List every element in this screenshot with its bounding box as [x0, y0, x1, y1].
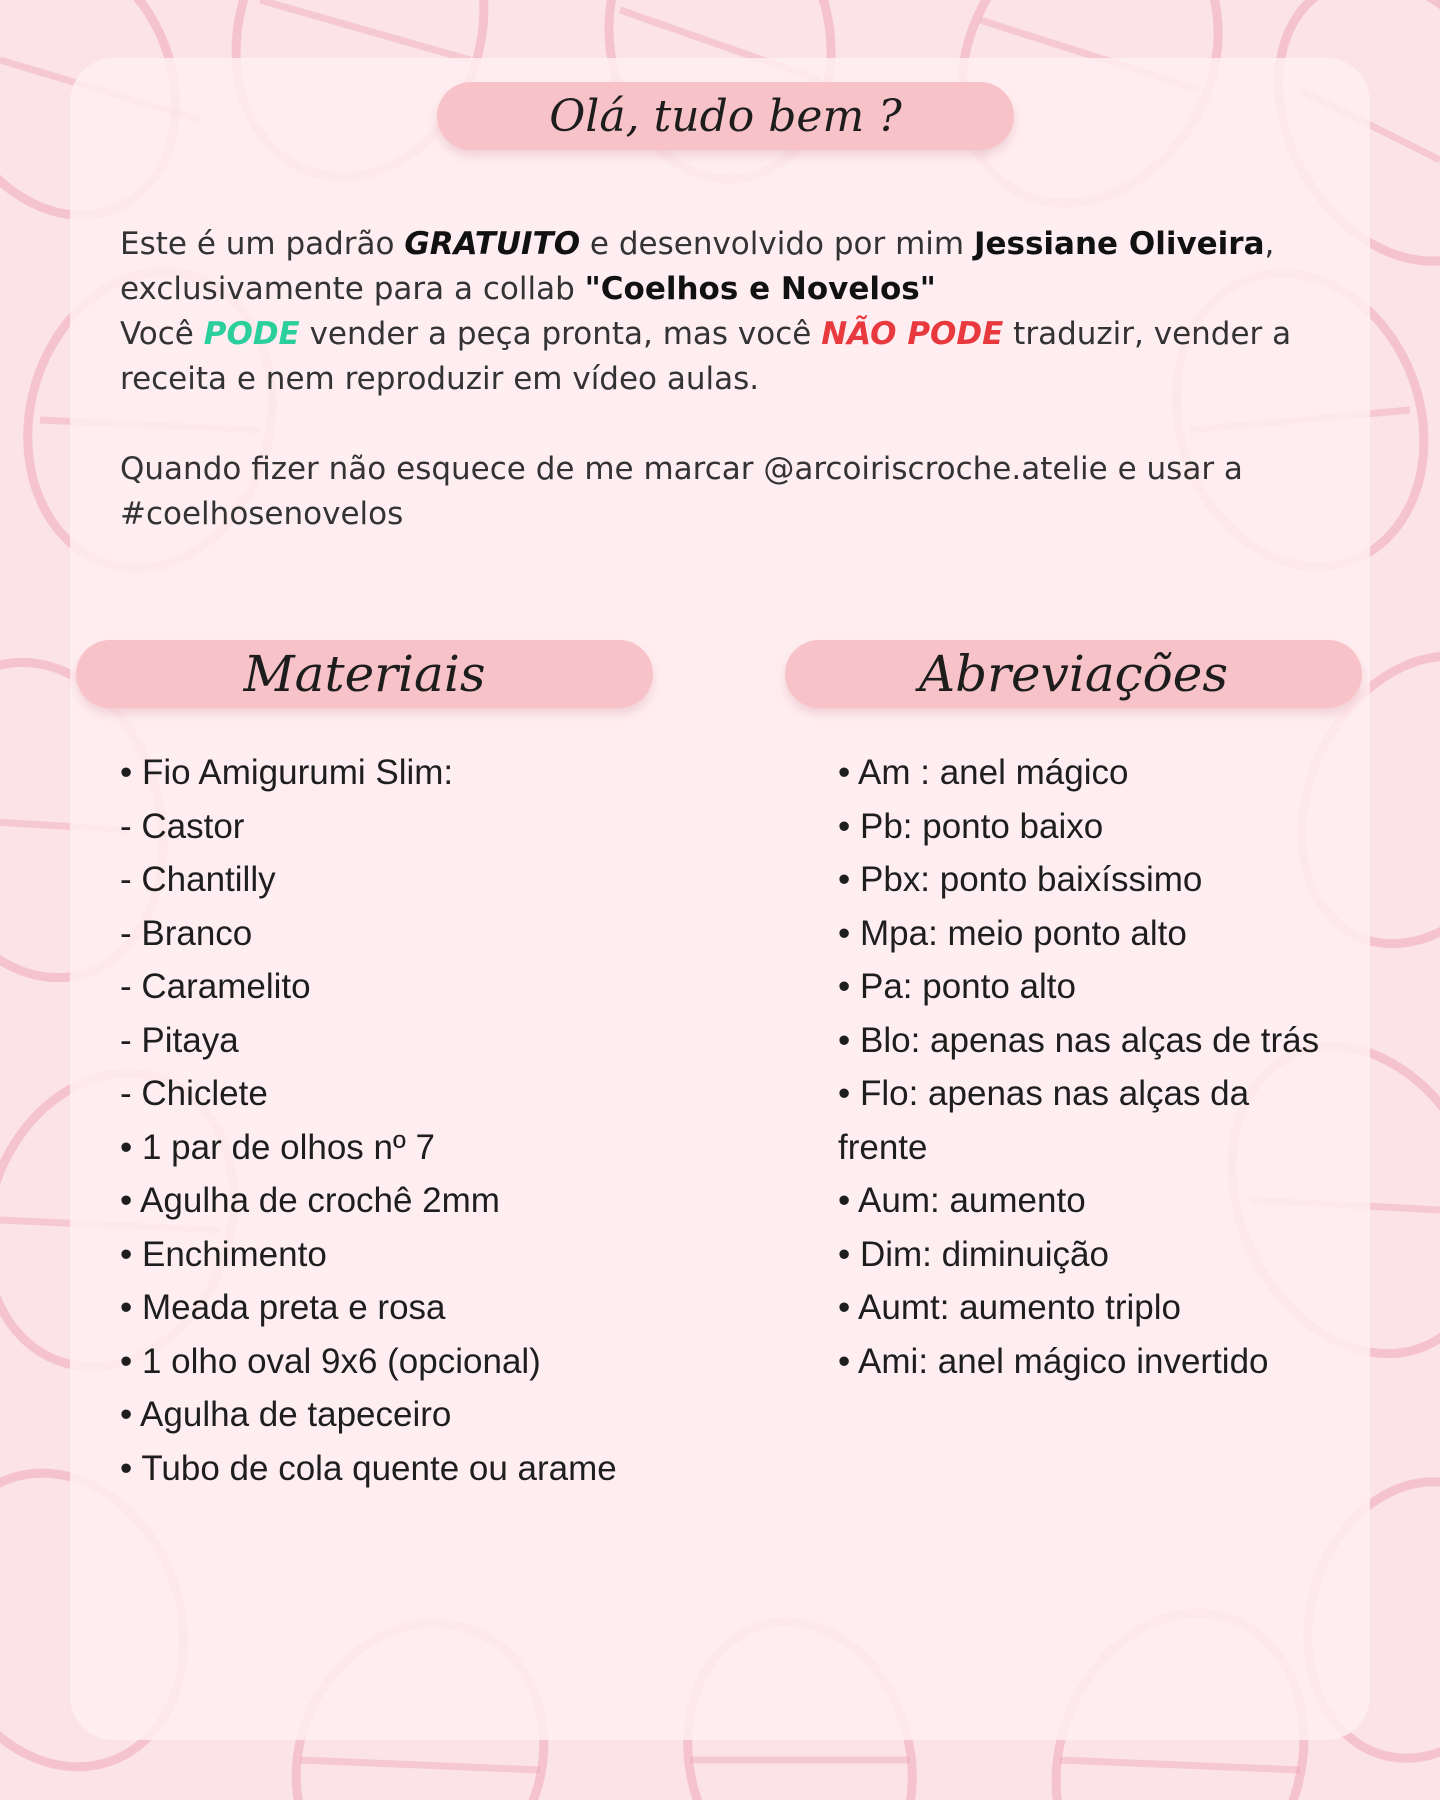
- intro-text-segment: traduzir, vender a receita e nem reproduzir em vídeo aulas.: [120, 316, 1292, 397]
- list-item: - Chantilly: [120, 860, 276, 899]
- free-label: GRATUITO: [404, 226, 581, 262]
- intro-text-segment: , exclusivamente para a collab: [120, 226, 1275, 307]
- not-allowed-label: NÃO PODE: [821, 316, 1004, 352]
- list-item: • Pb: ponto baixo: [838, 806, 1104, 846]
- intro-paragraph-license: [120, 222, 1320, 402]
- greeting-title: Olá, tudo bem ?: [549, 90, 902, 142]
- list-item: • Pbx: ponto baixíssimo: [838, 860, 1203, 899]
- list-item: • Blo: apenas nas alças de trás: [838, 1020, 1320, 1060]
- list-item: - Pitaya: [120, 1020, 239, 1060]
- list-item: - Chiclete: [120, 1074, 268, 1113]
- intro-text-segment: vender a peça pronta, mas você: [299, 316, 822, 352]
- list-item: - Branco: [120, 913, 253, 953]
- list-item: • Aumt: aumento triplo: [838, 1288, 1181, 1327]
- list-item: - Caramelito: [120, 967, 311, 1006]
- abbreviations-list: [838, 746, 1338, 1388]
- materials-title: Materiais: [243, 645, 486, 703]
- list-item: • Meada preta e rosa: [120, 1288, 446, 1327]
- list-item: • 1 par de olhos nº 7: [120, 1127, 435, 1167]
- author-name: Jessiane Oliveira: [973, 226, 1265, 262]
- intro-text-segment: Este é um padrão: [120, 226, 405, 262]
- allowed-label: PODE: [203, 316, 300, 352]
- list-item: • Ami: anel mágico invertido: [838, 1341, 1269, 1381]
- list-item: • Fio Amigurumi Slim:: [120, 753, 454, 792]
- abbreviations-title: Abreviações: [918, 645, 1228, 703]
- intro-text-segment: Você: [120, 316, 204, 352]
- list-item: • Mpa: meio ponto alto: [838, 913, 1187, 953]
- list-item: • Agulha de tapeceiro: [120, 1395, 452, 1434]
- list-item: • Agulha de crochê 2mm: [120, 1181, 500, 1220]
- list-item: • Aum: aumento: [838, 1181, 1086, 1220]
- materials-list: [120, 746, 640, 1495]
- intro-text-segment: e desenvolvido por mim: [580, 226, 974, 262]
- intro-text: [120, 222, 1320, 537]
- list-item: • Enchimento: [120, 1234, 327, 1274]
- list-item: • Dim: diminuição: [838, 1234, 1109, 1274]
- collab-name: "Coelhos e Novelos": [584, 271, 936, 307]
- materials-banner: [76, 640, 653, 708]
- list-item: - Castor: [120, 806, 245, 846]
- list-item: • Am : anel mágico: [838, 753, 1129, 792]
- list-item: • 1 olho oval 9x6 (opcional): [120, 1341, 541, 1381]
- list-item: • Flo: apenas nas alças da frente: [838, 1074, 1250, 1167]
- list-item: • Pa: ponto alto: [838, 967, 1076, 1006]
- list-item: • Tubo de cola quente ou arame: [120, 1448, 617, 1488]
- greeting-banner: [437, 82, 1014, 150]
- intro-paragraph-tag: Quando fizer não esquece de me marcar @arcoiriscroche.atelie e usar a #coelhosenovelos: [120, 451, 1243, 532]
- abbreviations-banner: [785, 640, 1362, 708]
